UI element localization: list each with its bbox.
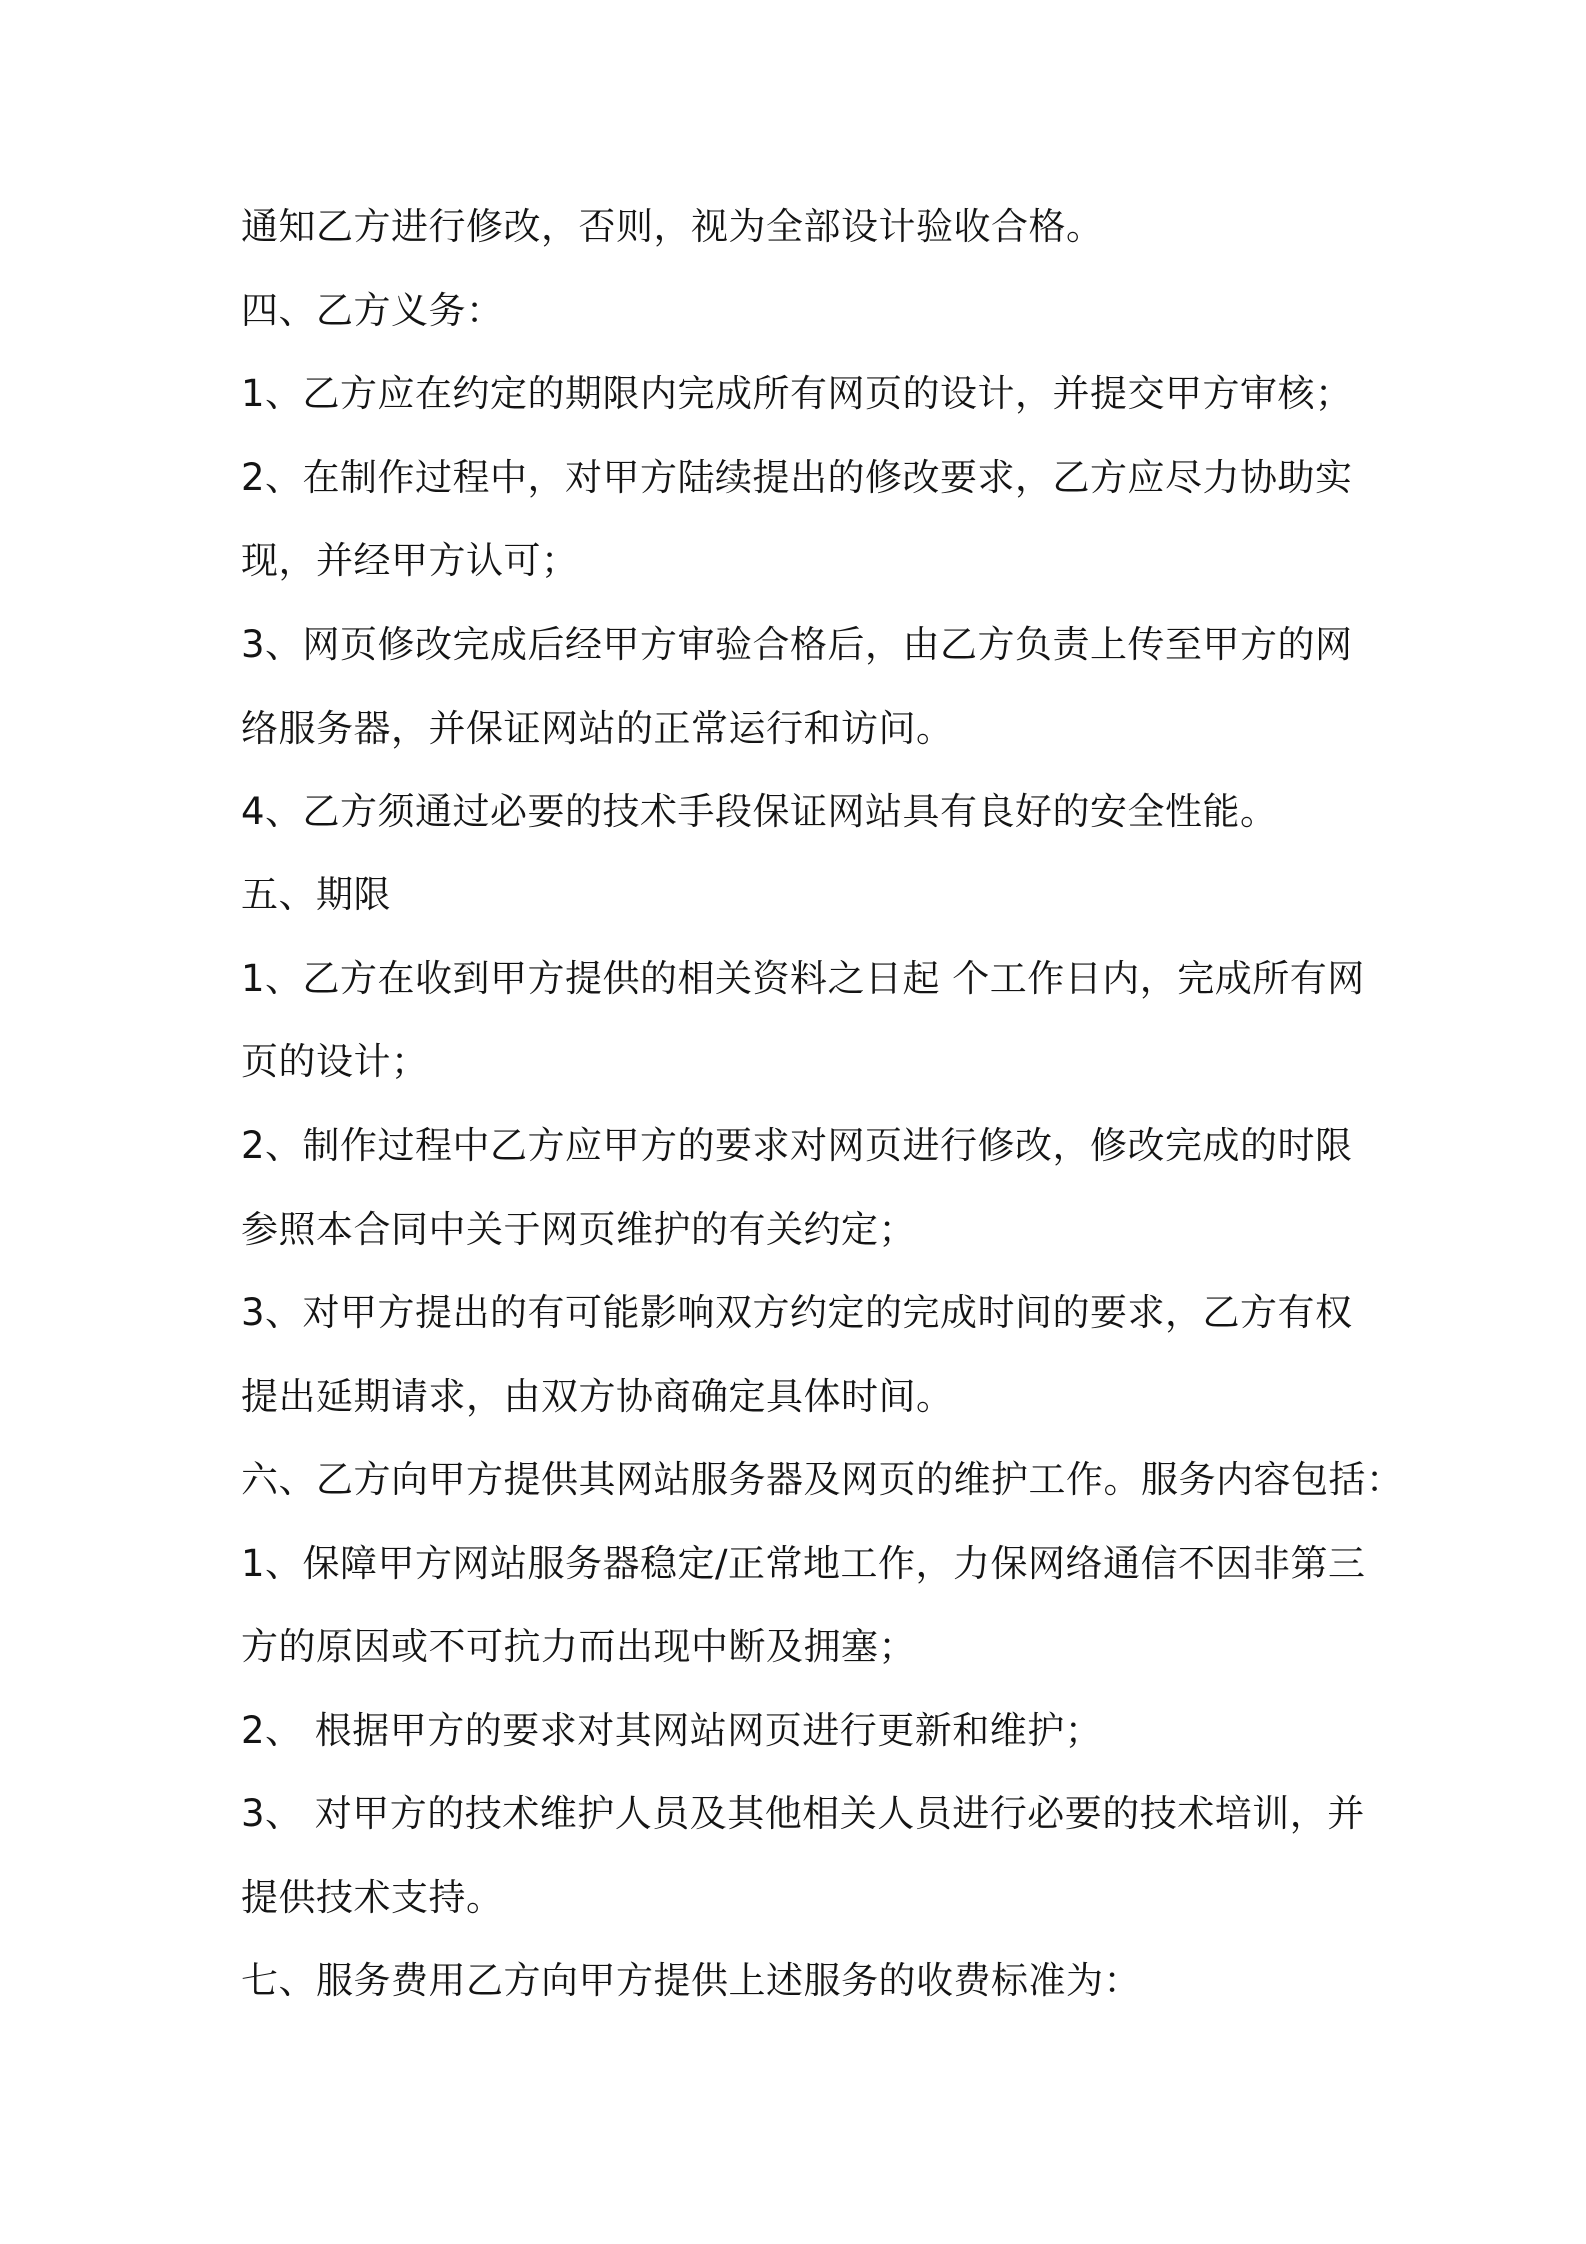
text-line: 3、 对甲方的技术维护人员及其他相关人员进行必要的技术培训，并 <box>241 1792 1365 1835</box>
text-line: 现，并经甲方认可； <box>241 539 579 582</box>
text-line: 1、乙方在收到甲方提供的相关资料之日起 个工作日内，完成所有网 <box>241 957 1365 1000</box>
section-heading: 七、服务费用乙方向甲方提供上述服务的收费标准为： <box>241 1959 1141 2002</box>
section-heading: 四、乙方义务： <box>241 289 504 332</box>
text-line: 页的设计； <box>241 1040 429 1083</box>
text-line: 3、网页修改完成后经甲方审验合格后，由乙方负责上传至甲方的网 <box>241 623 1353 666</box>
text-line: 参照本合同中关于网页维护的有关约定； <box>241 1208 916 1251</box>
text-line: 提出延期请求，由双方协商确定具体时间。 <box>241 1375 954 1418</box>
text-line: 2、在制作过程中，对甲方陆续提出的修改要求，乙方应尽力协助实 <box>241 456 1353 499</box>
text-line: 提供技术支持。 <box>241 1876 504 1919</box>
text-line: 1、保障甲方网站服务器稳定/正常地工作，力保网络通信不因非第三 <box>241 1542 1366 1585</box>
text-line: 1、乙方应在约定的期限内完成所有网页的设计，并提交甲方审核； <box>241 372 1353 415</box>
text-line: 3、对甲方提出的有可能影响双方约定的完成时间的要求，乙方有权 <box>241 1291 1353 1334</box>
text-line: 通知乙方进行修改，否则，视为全部设计验收合格。 <box>241 205 1104 248</box>
text-line: 络服务器，并保证网站的正常运行和访问。 <box>241 707 954 750</box>
text-line: 2、制作过程中乙方应甲方的要求对网页进行修改，修改完成的时限 <box>241 1124 1353 1167</box>
section-heading: 五、期限 <box>241 873 391 916</box>
text-line: 4、乙方须通过必要的技术手段保证网站具有良好的安全性能。 <box>241 790 1278 833</box>
text-line: 2、 根据甲方的要求对其网站网页进行更新和维护； <box>241 1709 1103 1752</box>
text-line: 方的原因或不可抗力而出现中断及拥塞； <box>241 1625 916 1668</box>
section-heading: 六、乙方向甲方提供其网站服务器及网页的维护工作。服务内容包括： <box>241 1458 1404 1501</box>
